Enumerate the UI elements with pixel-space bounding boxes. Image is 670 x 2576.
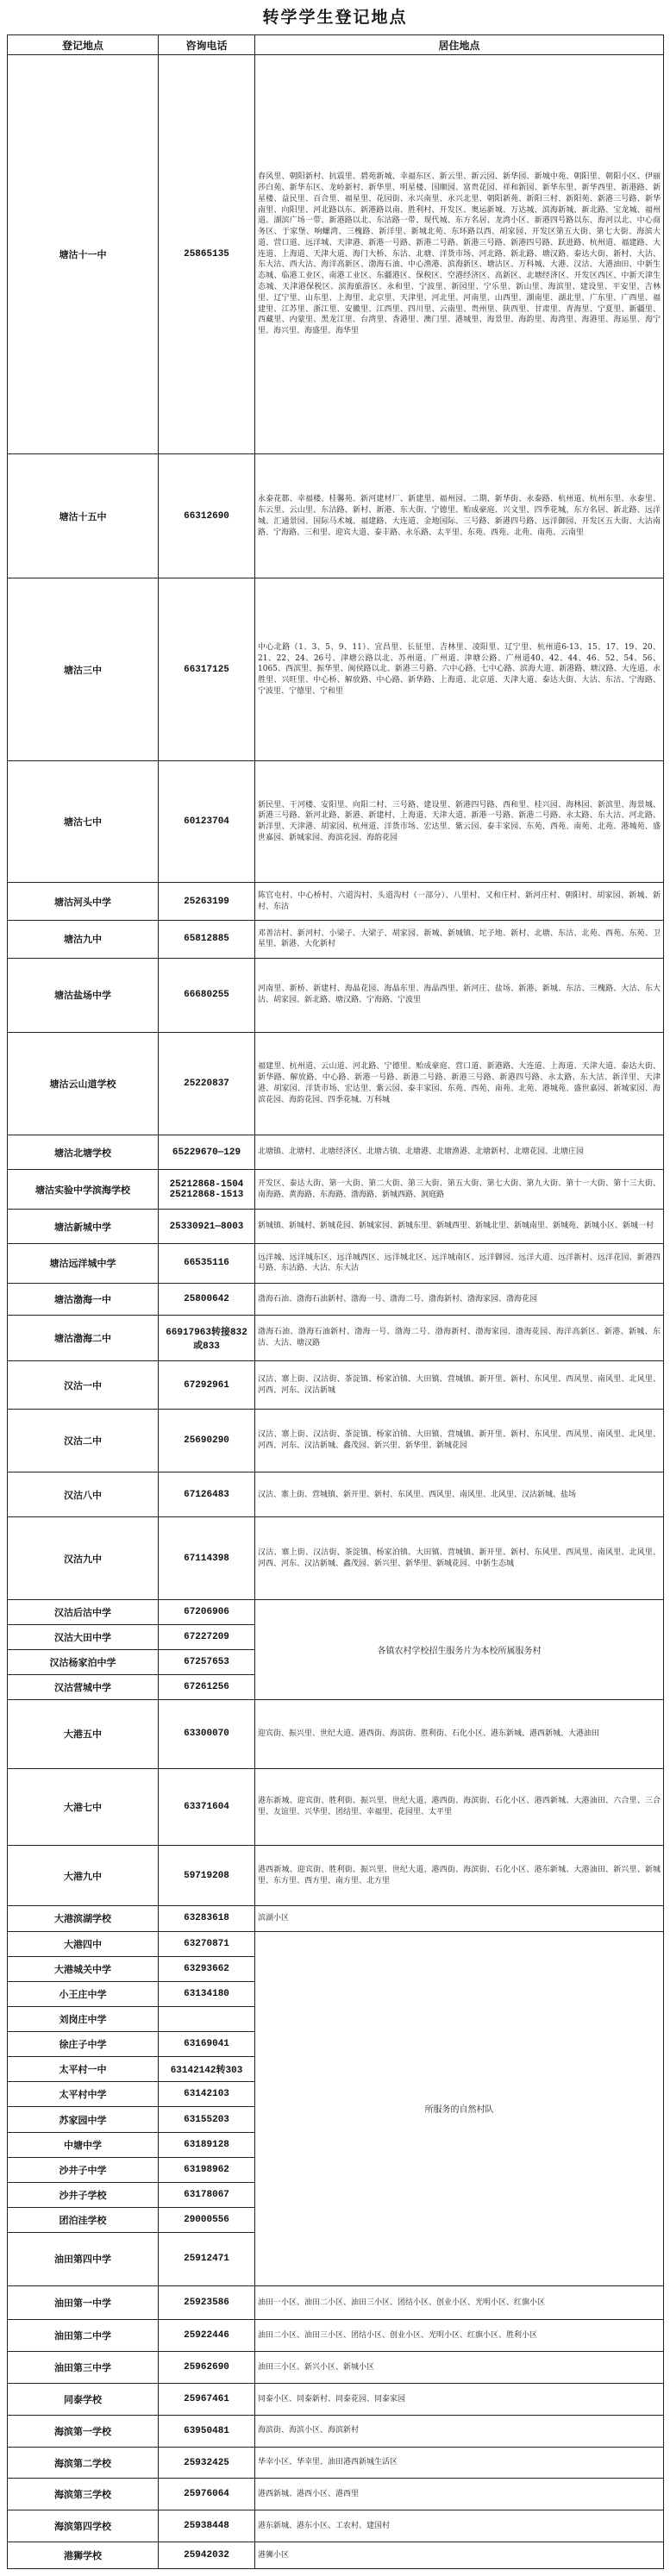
registration-table xyxy=(7,34,664,2569)
school-name: 塘沽云山道学校 xyxy=(8,1032,159,1135)
table-row xyxy=(8,2320,664,2352)
table-row xyxy=(8,2415,664,2447)
phone-number: 25962690 xyxy=(159,2352,255,2384)
phone-number: 66317125 xyxy=(159,578,255,761)
phone-number: 63155203 xyxy=(159,2107,255,2132)
merged-area-note: 各镇农村学校招生服务片为本校所属服务村 xyxy=(255,1599,664,1700)
table-row xyxy=(8,578,664,761)
table-row xyxy=(8,1283,664,1315)
school-name: 团泊洼学校 xyxy=(8,2208,159,2233)
school-name: 大港九中 xyxy=(8,1845,159,1906)
phone-number: 25942032 xyxy=(159,2542,255,2569)
school-name: 塘沽渤海一中 xyxy=(8,1283,159,1315)
school-name: 汉沽杨家泊中学 xyxy=(8,1649,159,1674)
residence-area: 滨湖小区 xyxy=(255,1906,664,1931)
phone-number: 63371604 xyxy=(159,1768,255,1845)
phone-number: 63283618 xyxy=(159,1906,255,1931)
residence-area: 福建里、杭州道、云山道、河北路、宁德里、贻成豪庭、营口道、新港路、大连道、上海道、天津大道、泰达大街、新华路、解放路、中心路、新港一号路、新港二号路、新港三号路、新港四号路、永太路、东大沽、新洋里、天津港、胡家园、洋货市场、宏达里、紫云园、泰丰家园、东苑、西苑、南苑、北苑、港城苑、盛世嘉园、新城家园、海滨花园、海韵花园、四季花城、万科城 xyxy=(255,1032,664,1135)
phone-number: 67227209 xyxy=(159,1624,255,1649)
table-row xyxy=(8,2447,664,2479)
school-name: 海滨第一学校 xyxy=(8,2415,159,2447)
residence-area: 港狮小区 xyxy=(255,2542,664,2569)
school-name: 塘沽新城中学 xyxy=(8,1210,159,1244)
school-name: 塘沽渤海二中 xyxy=(8,1315,159,1361)
residence-area: 港西新城、港西小区、港西里 xyxy=(255,2479,664,2510)
table-header-row xyxy=(8,35,664,55)
phone-number: 25967461 xyxy=(159,2384,255,2416)
school-name: 塘沽十五中 xyxy=(8,454,159,578)
table-row xyxy=(8,1768,664,1845)
residence-area: 汉沽、寨上街、汉沽街、茶淀镇、杨家泊镇、大田镇、营城镇、新开里、新村、东风里、西风里、南风里、北风里、河西、河东、汉沽新城 xyxy=(255,1361,664,1409)
table-row xyxy=(8,883,664,921)
school-name: 塘沽三中 xyxy=(8,578,159,761)
residence-area: 油田二小区、油田三小区、团结小区、创业小区、光明小区、红旗小区、胜利小区 xyxy=(255,2320,664,2352)
table-row xyxy=(8,1599,664,1624)
table-row xyxy=(8,1032,664,1135)
school-name: 苏家园中学 xyxy=(8,2107,159,2132)
school-name: 大港四中 xyxy=(8,1931,159,1956)
residence-area: 油田一小区、油田二小区、油田三小区、团结小区、创业小区、光明小区、红旗小区 xyxy=(255,2285,664,2320)
table-row xyxy=(8,1210,664,1244)
table-row xyxy=(8,2384,664,2416)
residence-area: 远洋城、远洋城东区、远洋城西区、远洋城北区、远洋城南区、远洋御园、远洋大道、远洋新村、远洋花园、新港四号路、东沽路、大沽、东大沽 xyxy=(255,1243,664,1283)
table-row xyxy=(8,1361,664,1409)
table-row xyxy=(8,454,664,578)
table-row xyxy=(8,1243,664,1283)
table-row xyxy=(8,958,664,1032)
phone-number: 66680255 xyxy=(159,958,255,1032)
school-name: 塘沽十一中 xyxy=(8,55,159,454)
table-row xyxy=(8,2510,664,2542)
phone-number: 63169041 xyxy=(159,2032,255,2057)
residence-area: 汉沽、寨上街、汉沽街、茶淀镇、杨家泊镇、大田镇、营城镇、新开里、新村、东风里、西风里、南风里、北风里、河西、河东、汉沽新城、鑫茂园、新兴里、新华里、新城花园 xyxy=(255,1409,664,1472)
phone-number: 65229670—129 xyxy=(159,1135,255,1170)
residence-area: 同泰小区、同泰新村、同泰花园、同泰家园 xyxy=(255,2384,664,2416)
residence-area: 汉沽、寨上街、汉沽街、茶淀镇、杨家泊镇、大田镇、营城镇、新开里、新村、东风里、西风里、南风里、北风里、河西、河东、汉沽新城、鑫茂园、新兴里、新华里、新城花园、中新生态城 xyxy=(255,1517,664,1599)
school-name: 汉沽后沽中学 xyxy=(8,1599,159,1624)
phone-number: 63178067 xyxy=(159,2182,255,2207)
column-header-school: 登记地点 xyxy=(8,35,159,55)
phone-number: 59719208 xyxy=(159,1845,255,1906)
phone-number: 25865135 xyxy=(159,55,255,454)
phone-number: 63134180 xyxy=(159,1981,255,2006)
phone-number: 65812885 xyxy=(159,920,255,958)
phone-number: 66535116 xyxy=(159,1243,255,1283)
school-name: 大港七中 xyxy=(8,1768,159,1845)
phone-number: 25220837 xyxy=(159,1032,255,1135)
table-row xyxy=(8,1906,664,1931)
residence-area: 油田三小区、新兴小区、新城小区 xyxy=(255,2352,664,2384)
phone-number: 25922446 xyxy=(159,2320,255,2352)
phone-number: 63142142转303 xyxy=(159,2057,255,2082)
residence-area: 陈官屯村、中心桥村、六道沟村、头道沟村（一部分）、八里村、又和庄村、新河庄村、朝阳村、胡家园、新城、新村、东沽 xyxy=(255,883,664,921)
table-row xyxy=(8,1409,664,1472)
school-name: 沙井子学校 xyxy=(8,2182,159,2207)
school-name: 油田第二中学 xyxy=(8,2320,159,2352)
phone-number: 63293662 xyxy=(159,1956,255,1981)
school-name: 油田第一中学 xyxy=(8,2285,159,2320)
table-row xyxy=(8,2352,664,2384)
table-row xyxy=(8,920,664,958)
school-name: 汉沽二中 xyxy=(8,1409,159,1472)
school-name: 塘沽远洋城中学 xyxy=(8,1243,159,1283)
phone-number: 25938448 xyxy=(159,2510,255,2542)
school-name: 港狮学校 xyxy=(8,2542,159,2569)
page-title: 转学学生登记地点 xyxy=(262,8,408,27)
table-row xyxy=(8,1845,664,1906)
school-name: 刘岗庄中学 xyxy=(8,2006,159,2031)
school-name: 海滨第三学校 xyxy=(8,2479,159,2510)
residence-area: 港东新城、港东小区、工农村、建国村 xyxy=(255,2510,664,2542)
residence-area: 河南里、新桥、新建村、海晶花园、海晶东里、海晶西里、新河庄、盐场、新港、新城、东沽、三槐路、大沽、东大沽、胡家园、新北路、塘汉路、宁海路、宁波里 xyxy=(255,958,664,1032)
school-name: 塘沽九中 xyxy=(8,920,159,958)
table-row xyxy=(8,761,664,883)
table-row xyxy=(8,1315,664,1361)
residence-area: 北塘镇、北塘村、北塘经济区、北塘古镇、北塘港、北塘渔港、北塘新村、北塘花园、北塘庄园 xyxy=(255,1135,664,1170)
phone-number: 25212868-1504 25212868-1513 xyxy=(159,1170,255,1210)
school-name: 塘沽盐场中学 xyxy=(8,958,159,1032)
phone-number: 63198962 xyxy=(159,2157,255,2182)
residence-area: 渤海石油、渤海石油新村、渤海一号、渤海二号、渤海新村、渤海家园、渤海花园、海洋高新区、新港、新城、东沽、大沽、塘汉路 xyxy=(255,1315,664,1361)
table-row xyxy=(8,2285,664,2320)
table-row xyxy=(8,1170,664,1210)
table-row xyxy=(8,1700,664,1769)
table-row xyxy=(8,2479,664,2510)
residence-area: 汉沽、寨上街、营城镇、新开里、新村、东风里、西风里、南风里、北风里、汉沽新城、盐场 xyxy=(255,1472,664,1517)
school-name: 汉沽大田中学 xyxy=(8,1624,159,1649)
merged-area-note: 所服务的自然村队 xyxy=(255,1931,664,2285)
residence-area: 港西新城、迎宾街、胜利街、振兴里、世纪大道、港西街、海滨街、石化小区、港东新城、大港油田、新兴里、新城里、东方里、西方里、南方里、北方里 xyxy=(255,1845,664,1906)
school-name: 油田第四中学 xyxy=(8,2233,159,2285)
school-name: 大港五中 xyxy=(8,1700,159,1769)
school-name: 塘沽河头中学 xyxy=(8,883,159,921)
phone-number: 67126483 xyxy=(159,1472,255,1517)
phone-number: 67292961 xyxy=(159,1361,255,1409)
phone-number: 25800642 xyxy=(159,1283,255,1315)
phone-number: 25912471 xyxy=(159,2233,255,2285)
phone-number: 25690290 xyxy=(159,1409,255,1472)
residence-area: 开发区、泰达大街、第一大街、第二大街、第三大街、第五大街、第七大街、第九大街、第十一大街、第十三大街、南海路、黄海路、东海路、渤海路、新城西路、洞庭路 xyxy=(255,1170,664,1210)
school-name: 大港滨湖学校 xyxy=(8,1906,159,1931)
phone-number: 25932425 xyxy=(159,2447,255,2479)
table-row xyxy=(8,55,664,454)
phone-number: 63950481 xyxy=(159,2415,255,2447)
school-name: 太平村中学 xyxy=(8,2082,159,2107)
residence-area: 新城镇、新城村、新城花园、新城家园、新城东里、新城西里、新城北里、新城南里、新城苑、新城小区、新城一村 xyxy=(255,1210,664,1244)
phone-number: 66917963转接832或833 xyxy=(159,1315,255,1361)
column-header-area: 居住地点 xyxy=(255,35,664,55)
residence-area: 海滨街、海滨小区、海滨新村 xyxy=(255,2415,664,2447)
school-name: 塘沽七中 xyxy=(8,761,159,883)
residence-area: 迎宾街、振兴里、世纪大道、港西街、海滨街、胜利街、石化小区、港东新城、港西新城、大港油田 xyxy=(255,1700,664,1769)
school-name: 小王庄中学 xyxy=(8,1981,159,2006)
residence-area: 永泰花都、幸福楼、桂馨苑、新河建材厂、新建里、福州园、二期、新华街、永泰路、杭州道、杭州东里、永泰里、东云里、云山里、东沽路、新村、新港、东大街、宁德里、贻成豪庭、兴文里、四季花城、东方名居、新北路、远洋城、汇通景园、国际马术城、福建路、大连道、金地国际、三号路、新港四号路、远洋御园、开发区五大街、大沽南路、宁海路、三和里、迎宾大道、泰丰路、永乐路、太平里、东苑、西苑、北苑、南苑、云南里 xyxy=(255,454,664,578)
residence-area: 渤海石油、渤海石油新村、渤海一号、渤海二号、渤海新村、渤海家园、渤海花园 xyxy=(255,1283,664,1315)
phone-number: 67261256 xyxy=(159,1674,255,1699)
school-name: 同泰学校 xyxy=(8,2384,159,2416)
school-name: 海滨第二学校 xyxy=(8,2447,159,2479)
residence-area: 中心北路（1、3、5、9、11）、宜昌里、长征里、吉林里、凌阳里、辽宁里、杭州道6-13、15、17、19、20、21、22、24、26号、津塘公路以北、苏州道、广州道、津塘公路、广州道40、42、44、46、52、54、56、1065、西滨里、振华里、闽侯路以北、新港三号路、六中心路、七中心路、滨海大道、新港路、塘汉路、大连道、永胜里、兴旺里、中心桥、解放路、中心路、新华路、上海道、北京道、天津大道、泰达大街、大沽、东沽、宁海路、宁波里、宁德里、宁和里 xyxy=(255,578,664,761)
school-name: 汉沽一中 xyxy=(8,1361,159,1409)
table-row xyxy=(8,1517,664,1599)
phone-number: 63270871 xyxy=(159,1931,255,1956)
table-row xyxy=(8,1135,664,1170)
school-name: 海滨第四学校 xyxy=(8,2510,159,2542)
residence-area: 邓善沽村、新河村、小梁子、大梁子、胡家园、新城、新城镇、坨子地、新村、北塘、东沽、北苑、西苑、东苑、卫星里、新港、大化新村 xyxy=(255,920,664,958)
school-name: 大港城关中学 xyxy=(8,1956,159,1981)
residence-area: 港东新城、迎宾街、胜利街、振兴里、世纪大道、港西街、海滨街、石化小区、港西新城、大港油田、六合里、三合里、友谊里、兴华里、团结里、幸福里、花园里、太平里 xyxy=(255,1768,664,1845)
phone-number: 67206906 xyxy=(159,1599,255,1624)
column-header-phone: 咨询电话 xyxy=(159,35,255,55)
residence-area: 华幸小区、华幸里、油田港西新城生活区 xyxy=(255,2447,664,2479)
school-name: 塘沽北塘学校 xyxy=(8,1135,159,1170)
table-row xyxy=(8,1472,664,1517)
school-name: 沙井子中学 xyxy=(8,2157,159,2182)
table-row xyxy=(8,2542,664,2569)
school-name: 油田第三中学 xyxy=(8,2352,159,2384)
phone-number: 60123704 xyxy=(159,761,255,883)
school-name: 太平村一中 xyxy=(8,2057,159,2082)
phone-number: 63189128 xyxy=(159,2132,255,2157)
residence-area: 新民里、干河楼、安阳里、向阳二村、三号路、建设里、新港四号路、西和里、桂兴园、海林园、新滨里、海景城、新港三号路、新河北路、新港、新建村、上海道、天津大道、新港一号路、新港二号路、永太路、东大沽、河北路、新洋里、天津港、胡家园、杭州道、洋货市场、宏达里、紫云园、泰丰家园、东苑、西苑、南苑、北苑、港城苑、盛世嘉园、新城家园、海滨花园、海韵花园 xyxy=(255,761,664,883)
phone-number: 25923586 xyxy=(159,2285,255,2320)
phone-number: 67257653 xyxy=(159,1649,255,1674)
phone-number xyxy=(159,2006,255,2031)
phone-number: 66312690 xyxy=(159,454,255,578)
school-name: 汉沽九中 xyxy=(8,1517,159,1599)
phone-number: 63142103 xyxy=(159,2082,255,2107)
phone-number: 25263199 xyxy=(159,883,255,921)
phone-number: 63300070 xyxy=(159,1700,255,1769)
table-body xyxy=(8,55,664,2569)
residence-area: 春风里、朝阳新村、抗震里、碧苑新城、幸福东区、新云里、新云园、新华园、新城中苑、朝阳里、朝阳小区、伊丽莎白苑、新华东区、龙岭新村、新华里、明星楼、国顺园、富贵花园、祥和新园、新华东里、新华西里、新港路、新星楼、益民里、百合里、福星里、花园街、永兴南里、永兴北里、朝阳新苑、新阳三村、新阳苑、新港三号路、新华南里、向阳里、河北路以东、新港路以南、胜利村、开发区、奥运新城、万达城、滨海新城、新北路、宝龙城、福州道、湖滨广场一带、新港路以北、东沽路一带、现代城、东方名居、龙湾小区、新港四号路以东、海河以北、中心商务区、于家堡、响螺湾、三槐路、新洋里、新城北苑、东环路以西、胡家园、开发区第五大街、第七大街、海滨大道、营口道、远洋城、天津港、新港一号路、新港二号路、新港三号路、新港四号路、跃进路、杭州道、福建路、大连道、上海道、天津大道、海门大桥、东沽、北塘、洋货市场、河北路、新北路、塘汉路、泰达大街、新村、大沽、东大沽、西大沽、海洋高新区、渤海石油、中心渔港、滨海新区、塘沽区、万科城、大港、汉沽、大港油田、中新生态城、临港工业区、南港工业区、东疆港区、保税区、空港经济区、高新区、北塘经济区、开发区西区、中新天津生态城、天津港保税区、滨海旅游区、永和里、宁波里、新园里、宁乐里、新山里、海滨里、建设里、平安里、吉林里、辽宁里、山东里、上海里、北京里、天津里、河北里、河南里、山西里、湖南里、湖北里、广东里、广西里、福建里、江苏里、浙江里、安徽里、江西里、四川里、云南里、贵州里、陕西里、甘肃里、青海里、宁夏里、新疆里、西藏里、内蒙里、黑龙江里、台湾里、香港里、澳门里、港城里、海景里、海韵里、海湾里、海港里、海运里、海宁里、海兴里、海盛里、海华里 xyxy=(255,55,664,454)
phone-number: 29000556 xyxy=(159,2208,255,2233)
school-name: 徐庄子中学 xyxy=(8,2032,159,2057)
school-name: 汉沽营城中学 xyxy=(8,1674,159,1699)
school-name: 中塘中学 xyxy=(8,2132,159,2157)
phone-number: 67114398 xyxy=(159,1517,255,1599)
school-name: 汉沽八中 xyxy=(8,1472,159,1517)
table-row xyxy=(8,1931,664,1956)
phone-number: 25330921—8003 xyxy=(159,1210,255,1244)
school-name: 塘沽实验中学滨海学校 xyxy=(8,1170,159,1210)
phone-number: 25976064 xyxy=(159,2479,255,2510)
